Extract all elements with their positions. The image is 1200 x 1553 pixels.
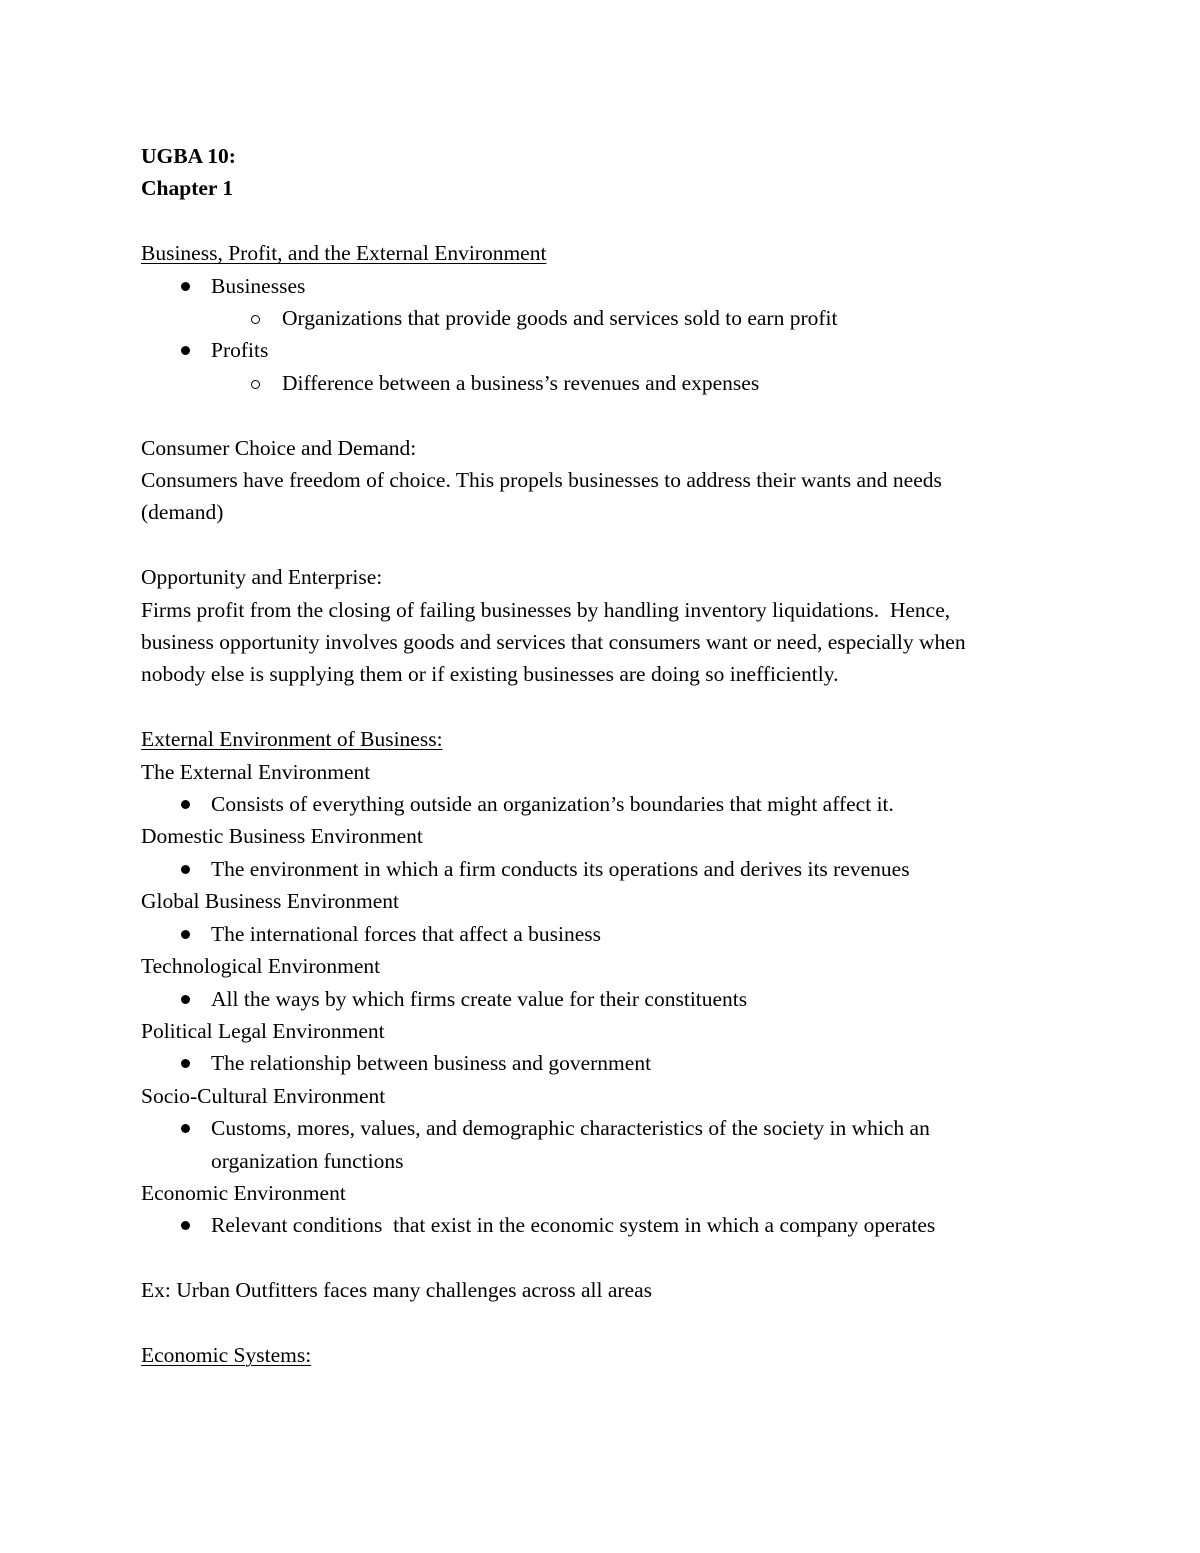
env-title: Political Legal Environment <box>141 1018 385 1043</box>
course-title: UGBA 10: <box>141 144 236 168</box>
env-bullet: The environment in which a firm conducts its operations and derives its revenues <box>141 853 1101 885</box>
consumer-text-line2: (demand) <box>141 500 224 525</box>
env-bullet: Relevant conditions that exist in the economic system in which a company operates <box>141 1209 1101 1241</box>
consumer-text-line1: Consumers have freedom of choice. This propels businesses to address their wants and needs <box>141 468 942 493</box>
env-bullet: All the ways by which firms create value for their constituents <box>141 983 1101 1015</box>
chapter-title: Chapter 1 <box>141 176 234 201</box>
section-heading-external: External Environment of Business: <box>141 727 443 752</box>
bullet-profits: Profits <box>141 334 1101 366</box>
section-heading-business: Business, Profit, and the External Environment <box>141 241 547 266</box>
document-body <box>141 140 1101 1371</box>
env-bullet: The international forces that affect a business <box>141 918 1101 950</box>
env-bullet: Consists of everything outside an organization’s boundaries that might affect it. <box>141 788 1101 820</box>
env-title: Global Business Environment <box>141 889 399 914</box>
section-heading-economic-systems: Economic Systems: <box>141 1342 312 1367</box>
sub-bullet-profits-definition: Difference between a business’s revenues and expenses <box>141 367 1101 399</box>
sub-bullet-businesses-definition: Organizations that provide goods and services sold to earn profit <box>141 302 1101 334</box>
env-title: The External Environment <box>141 759 371 784</box>
env-bullet: The relationship between business and government <box>141 1047 1101 1079</box>
opportunity-text-line1: Firms profit from the closing of failing businesses by handling inventory liquidations. Hence, <box>141 597 951 622</box>
env-title: Socio-Cultural Environment <box>141 1083 386 1108</box>
opportunity-text-line3: nobody else is supplying them or if existing businesses are doing so inefficiently. <box>141 662 839 687</box>
example-text: Ex: Urban Outfitters faces many challenges across all areas <box>141 1278 653 1303</box>
env-title: Technological Environment <box>141 954 381 979</box>
env-title: Economic Environment <box>141 1180 346 1205</box>
consumer-heading: Consumer Choice and Demand: <box>141 435 417 460</box>
opportunity-heading: Opportunity and Enterprise: <box>141 565 383 590</box>
opportunity-text-line2: business opportunity involves goods and services that consumers want or need, especially when <box>141 630 966 655</box>
bullet-businesses: Businesses <box>141 270 1101 302</box>
env-bullet-continuation: organization functions <box>211 1148 404 1173</box>
env-bullet: Customs, mores, values, and demographic characteristics of the society in which an <box>141 1112 1101 1144</box>
env-title: Domestic Business Environment <box>141 824 423 849</box>
